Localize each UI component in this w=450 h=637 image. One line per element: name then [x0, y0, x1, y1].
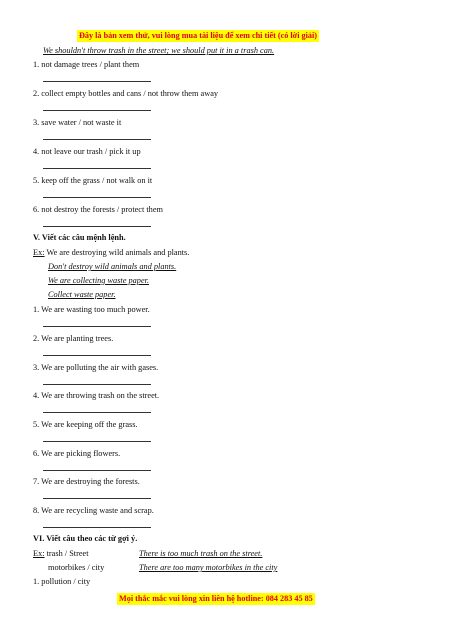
answer-line — [43, 441, 151, 442]
answer-line — [43, 412, 151, 413]
answer-line — [43, 498, 151, 499]
section6-item-1: 1. pollution / city — [33, 577, 91, 586]
section5-item-1: 1. We are wasting too much power. — [33, 305, 150, 314]
example-cue: trash / Street — [46, 549, 89, 558]
section5-item-2: 2. We are planting trees. — [33, 334, 114, 343]
answer-line — [43, 168, 151, 169]
section5-example-answer-1: Don't destroy wild animals and plants. — [48, 262, 177, 271]
section5-example — [33, 247, 189, 258]
header-banner: Đây là bản xem thử, vui lòng mua tài liệu để xem chi tiết (có lời giải) — [79, 31, 318, 40]
section5-item-4: 4. We are throwing trash on the street. — [33, 391, 160, 400]
section5-item-7: 7. We are destroying the forests. — [33, 477, 140, 486]
answer-line — [43, 81, 151, 82]
answer-line — [43, 110, 151, 111]
answer-line — [43, 384, 151, 385]
section5-item-5: 5. We are keeping off the grass. — [33, 420, 138, 429]
section5-title: V. Viết các câu mệnh lệnh. — [33, 233, 126, 242]
example-label: Ex: — [33, 549, 45, 558]
section6-example-cue-2: motorbikes / city — [48, 563, 105, 572]
answer-line — [43, 139, 151, 140]
example-sentence: We are destroying wild animals and plants. — [46, 248, 190, 257]
section4-item-6: 6. not destroy the forests / protect them — [33, 205, 163, 214]
section5-item-3: 3. We are polluting the air with gases. — [33, 363, 159, 372]
section6-title: VI. Viết câu theo các từ gợi ý. — [33, 534, 138, 543]
section5-example-answer-3: Collect waste paper. — [48, 290, 116, 299]
section6-example-row-1 — [33, 548, 89, 559]
example-label: Ex: — [33, 248, 45, 257]
answer-line — [43, 197, 151, 198]
section4-item-2: 2. collect empty bottles and cans / not throw them away — [33, 89, 219, 98]
section4-item-4: 4. not leave our trash / pick it up — [33, 147, 141, 156]
section4-item-3: 3. save water / not waste it — [33, 118, 122, 127]
section4-item-5: 5. keep off the grass / not walk on it — [33, 176, 153, 185]
section5-item-6: 6. We are picking flowers. — [33, 449, 121, 458]
answer-line — [43, 355, 151, 356]
section5-example-answer-2: We are collecting waste paper. — [48, 276, 150, 285]
section4-item-1: 1. not damage trees / plant them — [33, 60, 140, 69]
answer-line — [43, 226, 151, 227]
section6-example-answer-1: There is too much trash on the street. — [139, 549, 263, 558]
section5-item-8: 8. We are recycling waste and scrap. — [33, 506, 154, 515]
section6-example-answer-2: There are too many motorbikes in the city — [139, 563, 278, 572]
section4-example: We shouldn't throw trash in the street; we should put it in a trash can. — [43, 46, 275, 55]
footer-banner: Mọi thắc mắc vui lòng xin liên hệ hotline: 084 283 45 85 — [119, 594, 313, 603]
answer-line — [43, 326, 151, 327]
answer-line — [43, 470, 151, 471]
answer-line — [43, 527, 151, 528]
